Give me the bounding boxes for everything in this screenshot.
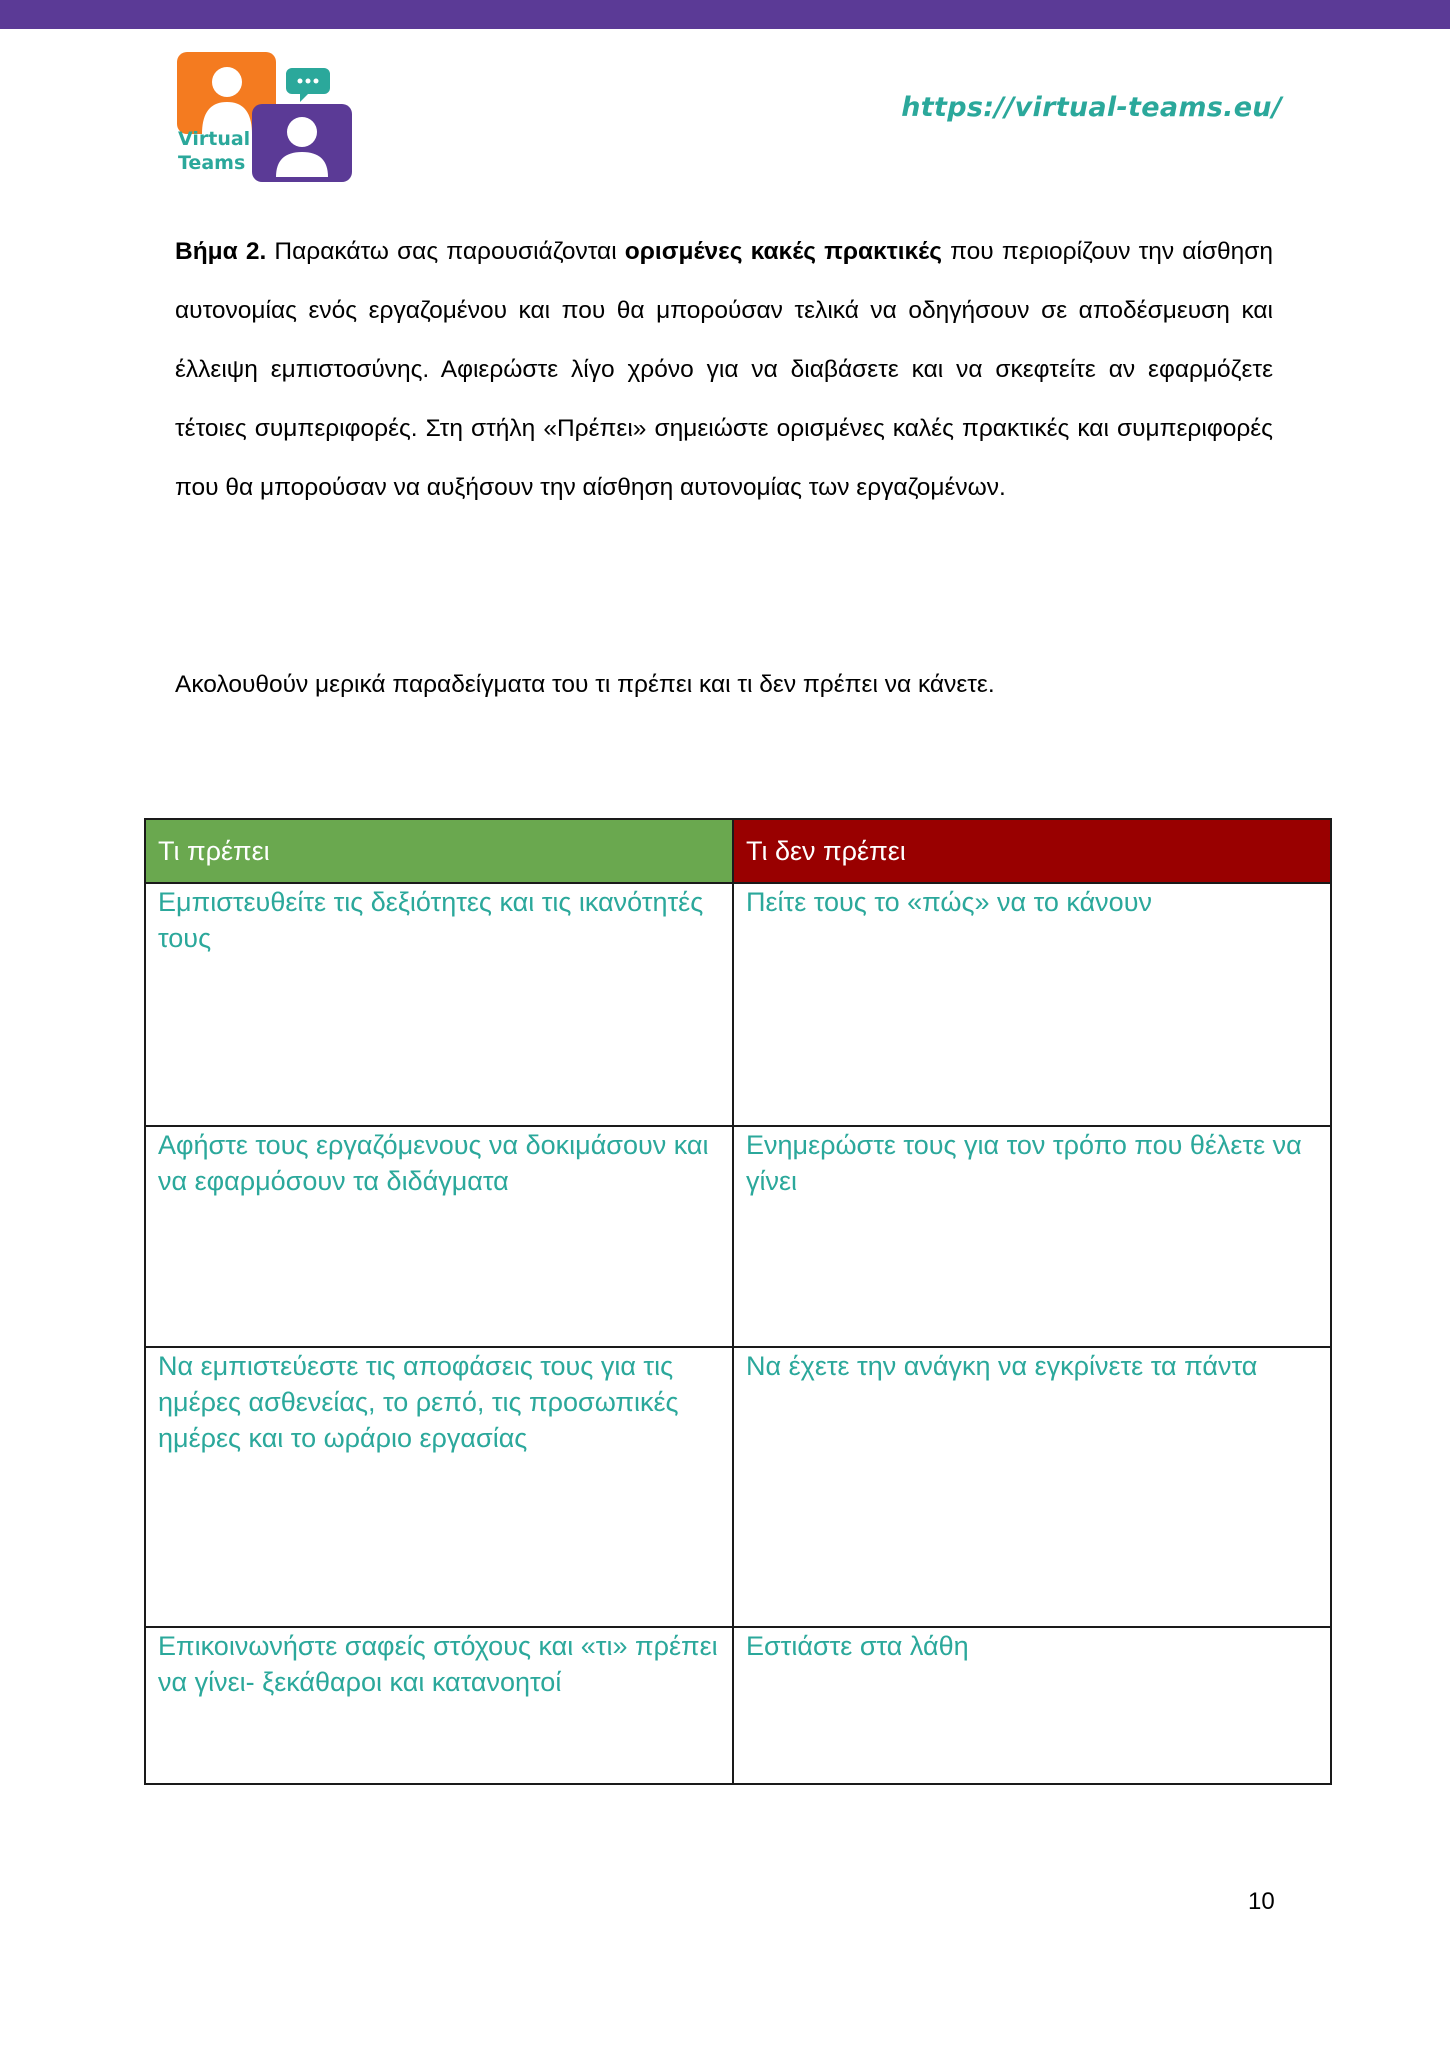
top-bar bbox=[0, 0, 1450, 29]
table-row bbox=[145, 1347, 1331, 1627]
intro-paragraph bbox=[175, 222, 1273, 517]
dont-cell: Ενημερώστε τους για τον τρόπο που θέλετε να γίνει bbox=[733, 1126, 1331, 1347]
dont-cell: Εστιάστε στα λάθη bbox=[733, 1627, 1331, 1784]
table-row bbox=[145, 883, 1331, 1126]
intro-text-1: Παρακάτω σας παρουσιάζονται bbox=[266, 238, 625, 265]
virtual-teams-logo bbox=[176, 52, 356, 182]
do-cell: Επικοινωνήστε σαφείς στόχους και «τι» πρέπει να γίνει- ξεκάθαροι και κατανοητοί bbox=[145, 1627, 733, 1784]
page-number: 10 bbox=[1248, 1888, 1275, 1915]
intro-text-2: που περιορίζουν την αίσθηση αυτονομίας ενός εργαζομένου και που θα μπορούσαν τελικά να οδηγήσουν σε αποδέσμευση και έλλειψη εμπιστοσύνης. Αφιερώστε λίγο χρόνο για να διαβάσετε και να σκεφτείτε αν εφαρμόζετε τέτοιες συμπεριφορές. Στη στήλη «Πρέπει» σημειώστε ορισμένες καλές πρακτικές και συμπεριφορές που θα μπορούσαν να αυξήσουν την αίσθηση αυτονομίας των εργαζομένων. bbox=[175, 238, 1273, 501]
do-cell: Αφήστε τους εργαζόμενους να δοκιμάσουν και να εφαρμόσουν τα διδάγματα bbox=[145, 1126, 733, 1347]
table-row bbox=[145, 1627, 1331, 1784]
header-do: Τι πρέπει bbox=[145, 819, 733, 883]
logo-text-teams: Teams bbox=[178, 152, 246, 174]
logo-text-virtual: Virtual bbox=[178, 128, 251, 150]
dont-cell: Πείτε τους το «πώς» να το κάνουν bbox=[733, 883, 1331, 1126]
examples-intro: Ακολουθούν μερικά παραδείγματα του τι πρέπει και τι δεν πρέπει να κάνετε. bbox=[175, 671, 995, 698]
do-cell: Εμπιστευθείτε τις δεξιότητες και τις ικανότητές τους bbox=[145, 883, 733, 1126]
website-url[interactable]: https://virtual-teams.eu/ bbox=[901, 92, 1282, 123]
step-label: Βήμα 2. bbox=[175, 238, 267, 265]
intro-bold-text: ορισμένες κακές πρακτικές bbox=[624, 238, 942, 265]
do-cell: Να εμπιστεύεστε τις αποφάσεις τους για τις ημέρες ασθενείας, το ρεπό, τις προσωπικές ημέρες και το ωράριο εργασίας bbox=[145, 1347, 733, 1627]
table-row bbox=[145, 1126, 1331, 1347]
dos-donts-table bbox=[144, 818, 1332, 1785]
header-dont: Τι δεν πρέπει bbox=[733, 819, 1331, 883]
dont-cell: Να έχετε την ανάγκη να εγκρίνετε τα πάντα bbox=[733, 1347, 1331, 1627]
table-header-row bbox=[145, 819, 1331, 883]
